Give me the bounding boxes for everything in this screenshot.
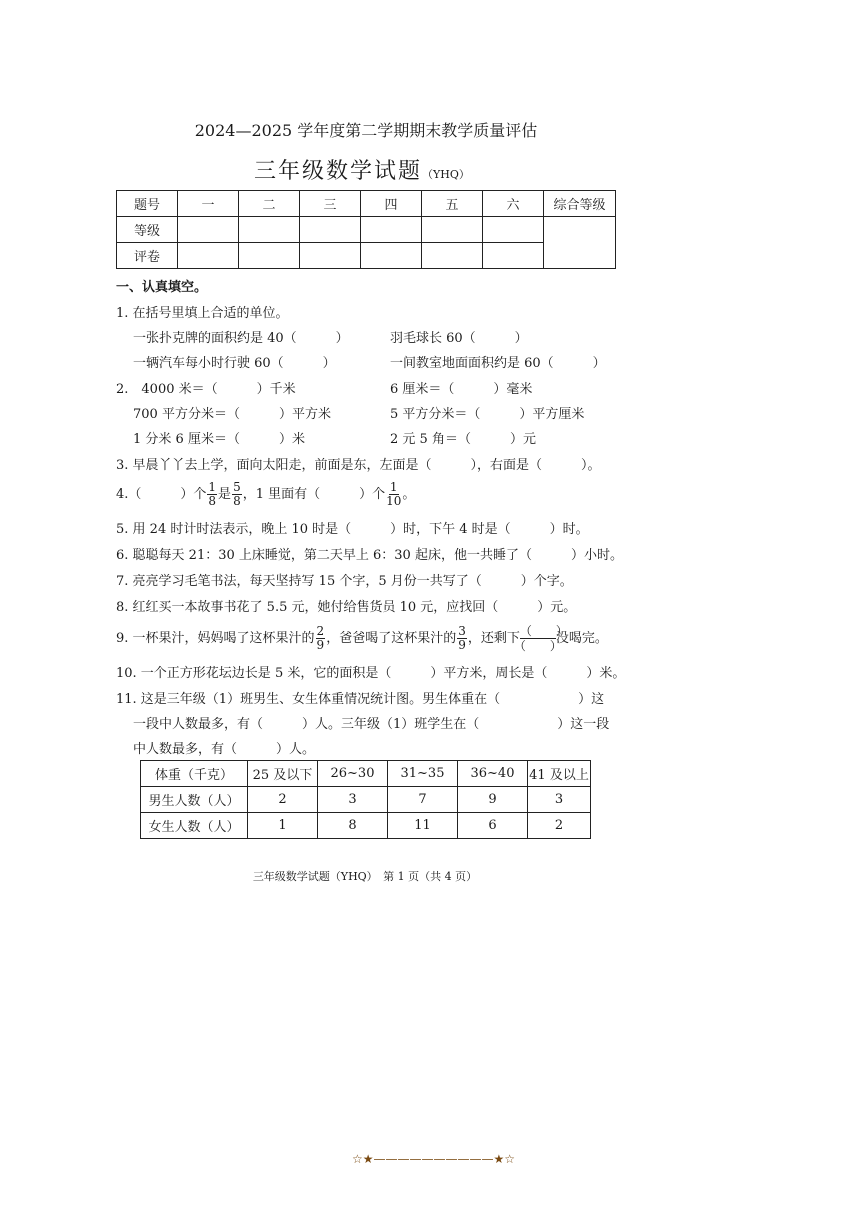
grade-table-header: 题号 xyxy=(117,191,178,217)
weight-table-header: 体重（千克） xyxy=(141,761,248,787)
exam-code: （YHQ） xyxy=(422,168,470,181)
fraction-numerator: 3 xyxy=(458,624,466,638)
weight-cell: 7 xyxy=(388,787,458,813)
question-7: 7. 亮亮学习毛笔书法，每天坚持写 15 个字，5 月份一共写了（ ）个字。 xyxy=(116,574,573,589)
weight-table-header-row xyxy=(141,761,591,787)
fraction-denominator: 9 xyxy=(458,638,466,652)
grade-cell xyxy=(483,243,544,269)
fraction-numerator: 2 xyxy=(316,624,325,638)
grade-cell xyxy=(422,243,483,269)
grade-table-row xyxy=(117,217,616,243)
weight-row-label: 男生人数（人） xyxy=(141,787,248,813)
weight-cell: 2 xyxy=(528,813,591,839)
question-1-stem: 1. 在括号里填上合适的单位。 xyxy=(116,306,289,321)
exam-title xyxy=(254,154,470,185)
question-11-line-3: 中人数最多，有（ ）人。 xyxy=(133,742,316,757)
question-1c: 一辆汽车每小时行驶 60（ ） xyxy=(133,356,336,371)
fraction-answer-blank xyxy=(513,624,568,653)
fraction xyxy=(207,481,217,508)
section-title: 一、认真填空。 xyxy=(116,280,208,295)
weight-table-header: 31~35 xyxy=(388,761,458,787)
question-9 xyxy=(116,624,608,653)
question-9-part: ，还剩下 xyxy=(467,631,520,646)
question-1b: 羽毛球长 60（ ） xyxy=(390,331,528,346)
weight-cell: 3 xyxy=(318,787,388,813)
fraction xyxy=(457,625,467,652)
grade-cell xyxy=(483,217,544,243)
question-9-part: 9. 一杯果汁，妈妈喝了这杯果汁的 xyxy=(116,631,315,646)
weight-cell: 3 xyxy=(528,787,591,813)
fraction xyxy=(232,481,242,508)
grade-cell xyxy=(422,217,483,243)
question-5: 5. 用 24 时计时法表示，晚上 10 时是（ ）时，下午 4 时是（ ）时。 xyxy=(116,522,589,537)
question-4-part: 是 xyxy=(218,487,232,502)
weight-table-header: 36~40 xyxy=(458,761,528,787)
weight-table xyxy=(140,760,591,839)
question-9-part: ，爸爸喝了这杯果汁的 xyxy=(326,631,457,646)
weight-cell: 6 xyxy=(458,813,528,839)
grade-cell xyxy=(178,243,239,269)
exam-title-text: 三年级数学试题 xyxy=(254,159,423,184)
grade-table-header: 三 xyxy=(300,191,361,217)
fraction xyxy=(386,481,401,508)
grade-table-header: 一 xyxy=(178,191,239,217)
blank-denominator: （ ） xyxy=(513,639,562,653)
question-11-line-2: 一段中人数最多，有（ ）人。三年级（1）班学生在（ ）这一段 xyxy=(133,717,610,732)
weight-table-header: 26~30 xyxy=(318,761,388,787)
question-11-line-1: 11. 这是三年级（1）班男生、女生体重情况统计图。男生体重在（ ）这 xyxy=(116,692,605,707)
fraction xyxy=(316,625,326,652)
weight-cell: 1 xyxy=(248,813,318,839)
weight-cell: 9 xyxy=(458,787,528,813)
grade-table-header: 六 xyxy=(483,191,544,217)
weight-row-label: 女生人数（人） xyxy=(141,813,248,839)
fraction-numerator: 1 xyxy=(208,480,217,494)
star-decoration: ☆★——————————★☆ xyxy=(351,1152,516,1166)
fraction-denominator: 10 xyxy=(386,494,402,508)
weight-cell: 2 xyxy=(248,787,318,813)
grade-cell xyxy=(300,217,361,243)
question-4-part: 4.（ ）个 xyxy=(116,487,207,502)
grade-table-header: 四 xyxy=(361,191,422,217)
weight-table-header: 41 及以上 xyxy=(528,761,591,787)
question-2e: 1 分米 6 厘米＝（ ）米 xyxy=(133,432,305,447)
grade-cell xyxy=(178,217,239,243)
question-2b: 6 厘米＝（ ）毫米 xyxy=(390,382,533,397)
question-8: 8. 红红买一本故事书花了 5.5 元，她付给售货员 10 元，应找回（ ）元。 xyxy=(116,600,577,615)
question-6: 6. 聪聪每天 21：30 上床睡觉，第二天早上 6：30 起床，他一共睡了（ ）小时。 xyxy=(116,548,623,563)
grade-cell xyxy=(239,217,300,243)
grade-table xyxy=(116,190,616,269)
weight-table-row xyxy=(141,787,591,813)
grade-cell xyxy=(361,217,422,243)
fraction-denominator: 8 xyxy=(208,494,217,508)
question-4-part: 。 xyxy=(402,487,416,502)
grade-row-label: 等级 xyxy=(117,217,178,243)
blank-numerator: （ ） xyxy=(519,624,568,638)
grade-table-header: 综合等级 xyxy=(544,191,616,217)
grade-cell xyxy=(239,243,300,269)
fraction-numerator: 5 xyxy=(233,480,241,494)
term-title: 2024—2025 学年度第二学期期末教学质量评估 xyxy=(194,121,538,140)
grade-table-header-row xyxy=(117,191,616,217)
question-4-part: ，1 里面有（ ）个 xyxy=(242,487,386,502)
question-2c: 700 平方分米＝（ ）平方米 xyxy=(133,407,331,422)
grade-row-label: 评卷 xyxy=(117,243,178,269)
question-9-part: 没喝完。 xyxy=(555,631,608,646)
question-4 xyxy=(116,481,415,508)
question-1a: 一张扑克牌的面积约是 40（ ） xyxy=(133,331,349,346)
weight-cell: 11 xyxy=(388,813,458,839)
grade-table-row xyxy=(117,243,616,269)
fraction-numerator: 1 xyxy=(389,480,398,494)
fraction-denominator: 8 xyxy=(233,494,241,508)
question-1d: 一间教室地面面积约是 60（ ） xyxy=(390,356,606,371)
grade-table-header: 二 xyxy=(239,191,300,217)
weight-table-header: 25 及以下 xyxy=(248,761,318,787)
question-2f: 2 元 5 角＝（ ）元 xyxy=(390,432,536,447)
question-3: 3. 早晨丫丫去上学，面向太阳走，前面是东，左面是（ ），右面是（ ）。 xyxy=(116,458,601,473)
question-2a: 2. 4000 米＝（ ）千米 xyxy=(116,382,296,397)
grade-cell xyxy=(361,243,422,269)
page-footer: 三年级数学试题（YHQ） 第 1 页（共 4 页） xyxy=(252,870,478,883)
question-10: 10. 一个正方形花坛边长是 5 米，它的面积是（ ）平方米，周长是（ ）米。 xyxy=(116,666,626,681)
weight-table-row xyxy=(141,813,591,839)
fraction-denominator: 9 xyxy=(316,638,325,652)
grade-table-header: 五 xyxy=(422,191,483,217)
question-2d: 5 平方分米＝（ ）平方厘米 xyxy=(390,407,585,422)
overall-grade-cell xyxy=(544,217,616,269)
weight-cell: 8 xyxy=(318,813,388,839)
grade-cell xyxy=(300,243,361,269)
